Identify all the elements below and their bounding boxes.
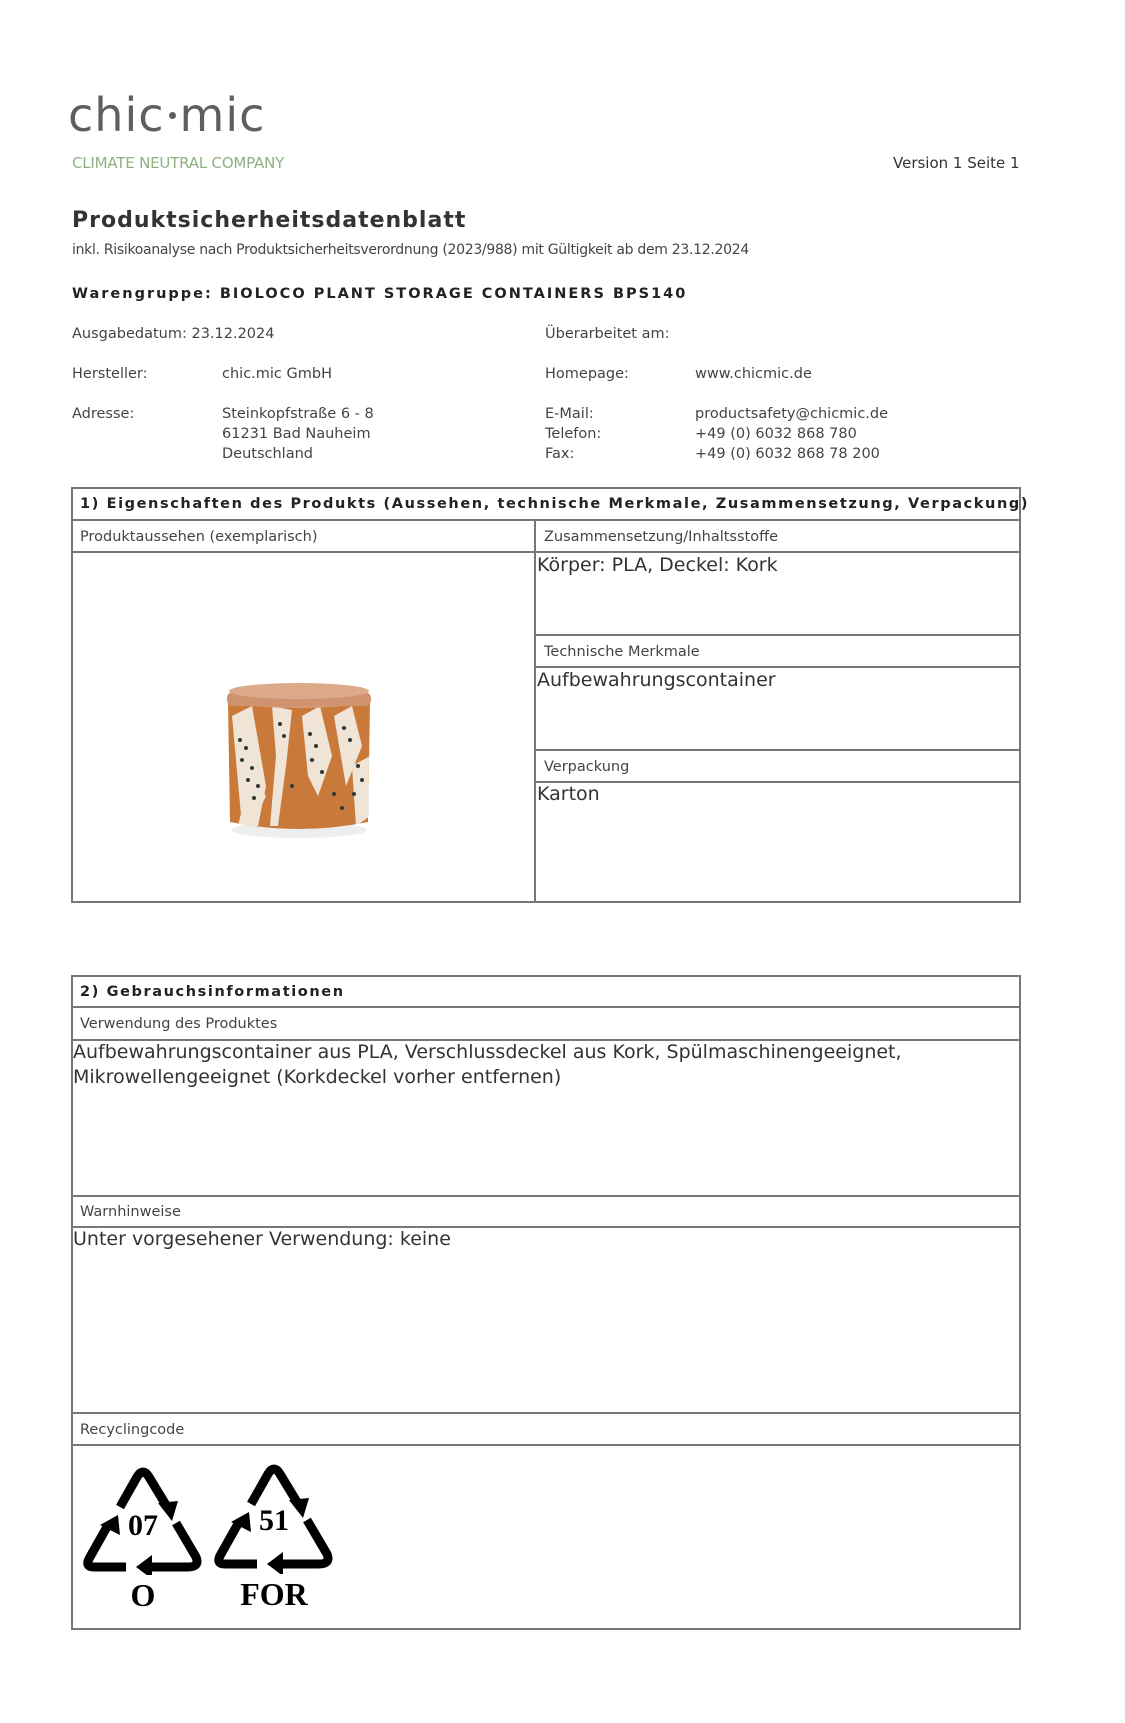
brand-tagline: CLIMATE NEUTRAL COMPANY xyxy=(72,154,285,172)
recycling-abbr: O xyxy=(130,1577,156,1613)
issue-date: Ausgabedatum: 23.12.2024 xyxy=(72,326,275,342)
section2-heading: 2) Gebrauchsinformationen xyxy=(80,984,345,1000)
homepage-label: Homepage: xyxy=(545,366,629,382)
technical-value: Aufbewahrungscontainer xyxy=(537,669,776,691)
address-value xyxy=(222,404,374,464)
recycling-abbr: FOR xyxy=(240,1576,308,1612)
address-line: 61231 Bad Nauheim xyxy=(222,426,371,442)
fax-value: +49 (0) 6032 868 78 200 xyxy=(695,446,880,462)
technical-label: Technische Merkmale xyxy=(544,644,700,660)
divider xyxy=(534,749,1021,751)
logo-dot xyxy=(169,112,176,119)
divider xyxy=(71,1195,1021,1197)
divider xyxy=(71,1412,1021,1414)
address-line: Deutschland xyxy=(222,446,313,462)
section1-table xyxy=(71,487,1021,903)
brand-logo xyxy=(68,88,266,142)
usage-label: Verwendung des Produktes xyxy=(80,1016,278,1032)
contact-values xyxy=(695,404,888,464)
phone-label: Telefon: xyxy=(545,426,602,442)
logo-text-left: chic xyxy=(68,88,165,142)
recycling-triangle-icon xyxy=(80,1455,206,1575)
revised-label: Überarbeitet am: xyxy=(545,326,670,342)
homepage-link[interactable]: www.chicmic.de xyxy=(695,366,812,382)
divider xyxy=(534,781,1021,783)
document-subtitle: inkl. Risikoanalyse nach Produktsicherheitsverordnung (2023/988) mit Gültigkeit ab dem 23.12.2024 xyxy=(72,242,749,258)
warnings-label: Warnhinweise xyxy=(80,1204,181,1220)
product-group: Warengruppe: BIOLOCO PLANT STORAGE CONTAINERS BPS140 xyxy=(72,286,688,302)
divider xyxy=(534,519,536,903)
fax-label: Fax: xyxy=(545,446,575,462)
manufacturer-value: chic.mic GmbH xyxy=(222,366,332,382)
recycling-number: 07 xyxy=(128,1509,158,1542)
manufacturer-label: Hersteller: xyxy=(72,366,148,382)
composition-value: Körper: PLA, Deckel: Kork xyxy=(537,554,778,576)
divider xyxy=(534,634,1021,636)
divider xyxy=(71,1444,1021,1446)
recycling-label: Recyclingcode xyxy=(80,1422,185,1438)
version-page-indicator: Version 1 Seite 1 xyxy=(893,154,1020,172)
address-label: Adresse: xyxy=(72,406,135,422)
address-line: Steinkopfstraße 6 - 8 xyxy=(222,406,374,422)
document-title: Produktsicherheitsdatenblatt xyxy=(72,208,467,233)
email-label: E-Mail: xyxy=(545,406,594,422)
recycling-triangle-icon xyxy=(211,1452,337,1574)
recycling-code-07 xyxy=(80,1455,206,1611)
email-link[interactable]: productsafety@chicmic.de xyxy=(695,406,889,422)
recycling-code-51 xyxy=(211,1452,337,1610)
appearance-label: Produktaussehen (exemplarisch) xyxy=(80,529,318,545)
phone-value: +49 (0) 6032 868 780 xyxy=(695,426,857,442)
divider xyxy=(71,519,1021,521)
divider xyxy=(71,1006,1021,1008)
packaging-value: Karton xyxy=(537,783,600,805)
contact-labels xyxy=(545,404,601,464)
usage-value: Aufbewahrungscontainer aus PLA, Verschlussdeckel aus Kork, Spülmaschinengeeignet, Mikrowellengeeignet (Korkdeckel vorher entfernen) xyxy=(73,1041,902,1088)
packaging-label: Verpackung xyxy=(544,759,630,775)
product-image xyxy=(222,676,376,840)
composition-label: Zusammensetzung/Inhaltsstoffe xyxy=(544,529,778,545)
logo-text-right: mic xyxy=(179,88,266,142)
recycling-number: 51 xyxy=(259,1504,289,1537)
section1-heading: 1) Eigenschaften des Produkts (Aussehen, technische Merkmale, Zusammensetzung, Verpackung) xyxy=(80,496,1030,512)
warnings-value: Unter vorgesehener Verwendung: keine xyxy=(73,1228,451,1250)
